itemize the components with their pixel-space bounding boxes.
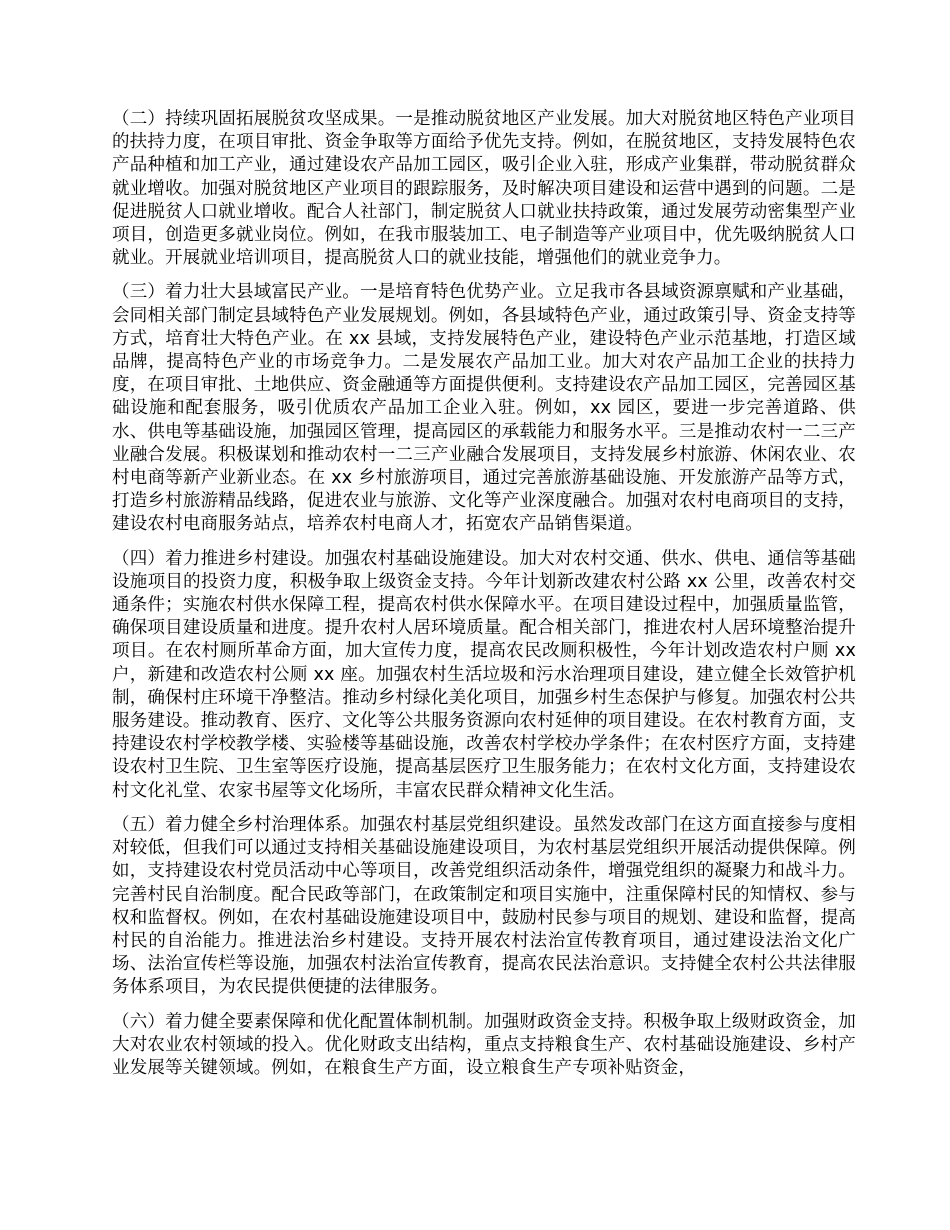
paragraph-section-4: （四）着力推进乡村建设。加强农村基础设施建设。加大对农村交通、供水、供电、通信等基础设施项目的投资力度，积极争取上级资金支持。今年计划新改建农村公路 xx 公里，改善农村交通条件；实施农村供水保障工程，提高农村供水保障水平。在项目建设过程中，加强质量监管，确保项目建设质量和进度。提升农村人居环境质量。配合相关部门，推进农村人居环境整治提升项目。在农村厕所革命方面，加大宣传力度，提高农民改厕积极性，今年计划改造农村户厕 xx 户，新建和改造农村公厕 xx 座。加强农村生活垃圾和污水治理项目建设，建立健全长效管护机制，确保村庄环境干净整洁。推动乡村绿化美化项目，加强乡村生态保护与修复。加强农村公共服务建设。推动教育、医疗、文化等公共服务资源向农村延伸的项目建设。在农村教育方面，支持建设农村学校教学楼、实验楼等基础设施，改善农村学校办学条件；在农村医疗方面，支持建设农村卫生院、卫生室等医疗设施，提高基层医疗卫生服务能力；在农村文化方面，支持建设农村文化礼堂、农家书屋等文化场所，丰富农民群众精神文化生活。 (112, 548, 856, 801)
paragraph-section-2: （二）持续巩固拓展脱贫攻坚成果。一是推动脱贫地区产业发展。加大对脱贫地区特色产业项目的扶持力度，在项目审批、资金争取等方面给予优先支持。例如，在脱贫地区，支持发展特色农产品种植和加工产业，通过建设农产品加工园区，吸引企业入驻，形成产业集群，带动脱贫群众就业增收。加强对脱贫地区产业项目的跟踪服务，及时解决项目建设和运营中遇到的问题。二是促进脱贫人口就业增收。配合人社部门，制定脱贫人口就业扶持政策，通过发展劳动密集型产业项目，创造更多就业岗位。例如，在我市服装加工、电子制造等产业项目中，优先吸纳脱贫人口就业。开展就业培训项目，提高脱贫人口的就业技能，增强他们的就业竞争力。 (112, 109, 856, 269)
paragraph-section-6: （六）着力健全要素保障和优化配置体制机制。加强财政资金支持。积极争取上级财政资金，加大对农业农村领域的投入。优化财政支出结构，重点支持粮食生产、农村基础设施建设、乡村产业发展等关键领域。例如，在粮食生产方面，设立粮食生产专项补贴资金， (112, 1011, 856, 1078)
paragraph-section-3: （三）着力壮大县域富民产业。一是培育特色优势产业。立足我市各县域资源禀赋和产业基础，会同相关部门制定县域特色产业发展规划。例如，各县域特色产业，通过政策引导、资金支持等方式，培育壮大特色产业。在 xx 县域，支持发展特色产业，建设特色产业示范基地，打造区域品牌，提高特色产业的市场竞争力。二是发展农产品加工业。加大对农产品加工企业的扶持力度，在项目审批、土地供应、资金融通等方面提供便利。支持建设农产品加工园区，完善园区基础设施和配套服务，吸引优质农产品加工企业入驻。例如，xx 园区，要进一步完善道路、供水、供电等基础设施，加强园区管理，提高园区的承载能力和服务水平。三是推动农村一二三产业融合发展。积极谋划和推动农村一二三产业融合发展项目，支持发展乡村旅游、休闲农业、农村电商等新产业新业态。在 xx 乡村旅游项目，通过完善旅游基础设施、开发旅游产品等方式，打造乡村旅游精品线路，促进农业与旅游、文化等产业深度融合。加强对农村电商项目的支持，建设农村电商服务站点，培养农村电商人才，拓宽农产品销售渠道。 (112, 282, 856, 535)
document-body (112, 108, 856, 1091)
paragraph-section-5: （五）着力健全乡村治理体系。加强农村基层党组织建设。虽然发改部门在这方面直接参与度相对较低，但我们可以通过支持相关基础设施建设项目，为农村基层党组织开展活动提供保障。例如，支持建设农村党员活动中心等项目，改善党组织活动条件，增强党组织的凝聚力和战斗力。完善村民自治制度。配合民政等部门，在政策制定和项目实施中，注重保障村民的知情权、参与权和监督权。例如，在农村基础设施建设项目中，鼓励村民参与项目的规划、建设和监督，提高村民的自治能力。推进法治乡村建设。支持开展农村法治宣传教育项目，通过建设法治文化广场、法治宣传栏等设施，加强农村法治宣传教育，提高农民法治意识。支持健全农村公共法律服务体系项目，为农民提供便捷的法律服务。 (112, 814, 856, 998)
